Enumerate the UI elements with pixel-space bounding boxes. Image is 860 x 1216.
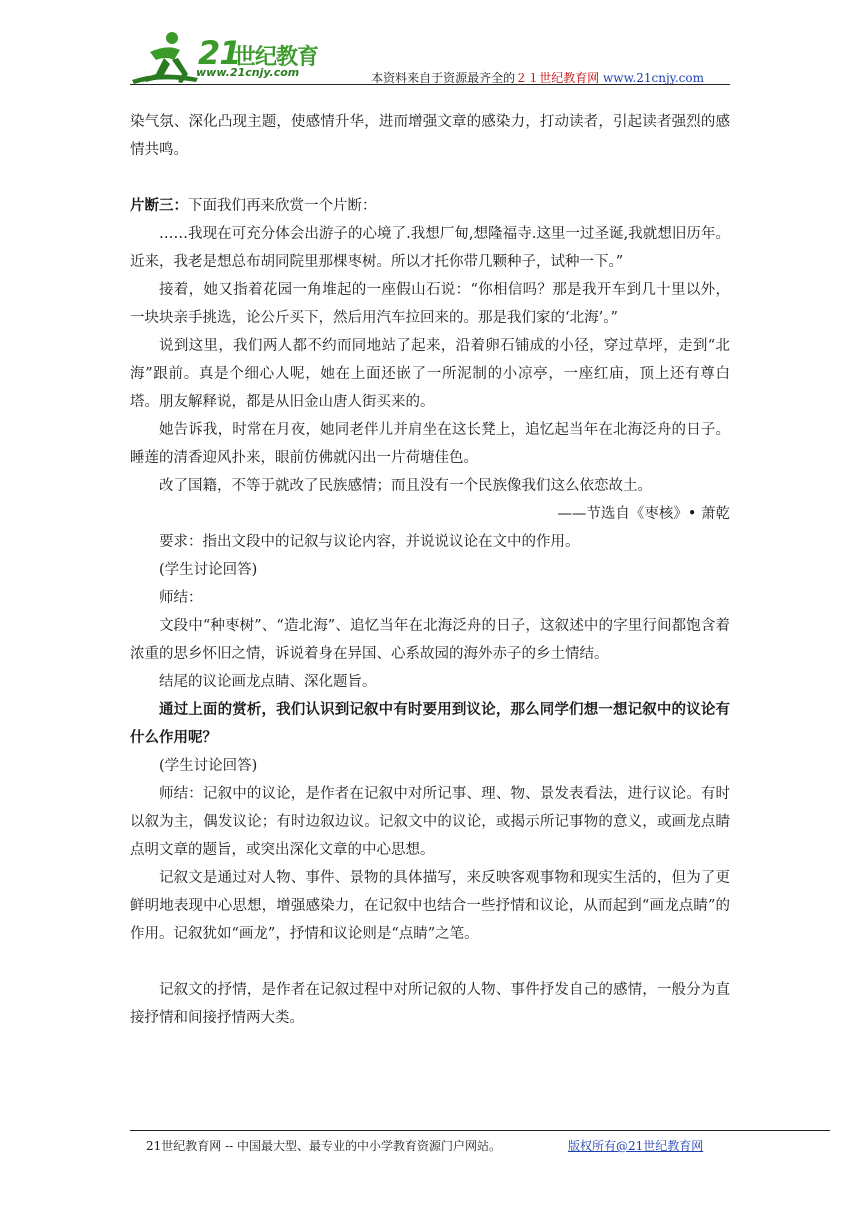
page-header (130, 28, 730, 88)
excerpt-paragraph: 她告诉我，时常在月夜，她同老伴儿并肩坐在这长凳上，追忆起当年在北海泛舟的日子。睡莲的清香迎风扑来，眼前仿佛就闪出一片荷塘佳色。 (130, 422, 730, 466)
excerpt-paragraph: ……我现在可充分体会出游子的心境了.我想厂甸,想隆福寺.这里一过圣诞,我就想旧历年。近来，我老是想总布胡同院里那棵枣树。所以才托你带几颗种子，试种一下。” (130, 226, 730, 270)
logo-text: 世纪教育 (234, 45, 319, 70)
logo-number: 21 (198, 34, 241, 72)
excerpt-paragraph: 改了国籍，不等于就改了民族感情；而且没有一个民族像我们这么依恋故土。 (159, 478, 652, 494)
excerpt-paragraph: 说到这里，我们两人都不约而同地站了起来，沿着卵石铺成的小径，穿过草坪，走到“北海”跟前。真是个细心人呢，她在上面还嵌了一所泥制的小凉亭，一座红庙，顶上还有尊白塔。朋友解释说，都是从旧金山唐人街买来的。 (130, 338, 730, 410)
student-discussion: (学生讨论回答) (159, 758, 258, 774)
section-heading (130, 192, 730, 220)
excerpt-source: ——节选自《枣核》• 萧乾 (557, 506, 730, 522)
footer-text: 21世纪教育网 -- 中国最大型、最专业的中小学教育资源门户网站。 (146, 1139, 502, 1153)
key-question: 通过上面的赏析，我们认识到记叙中有时要用到议论，那么同学们想一想记叙中的议论有什么作用呢？ (130, 701, 730, 746)
excerpt-paragraph: 接着，她又指着花园一角堆起的一座假山石说：“你相信吗？那是我开车到几十里以外，一块块亲手挑选，论公斤买下，然后用汽车拉回来的。那是我们家的‘北海’。” (130, 282, 730, 326)
header-note-prefix: 本资料来自于资源最齐全的 (371, 71, 516, 85)
logo-url: www.21cnjy.com (196, 66, 300, 79)
paragraph: 记叙文的抒情，是作者在记叙过程中对所记叙的人物、事件抒发自己的感情，一般分为直接抒情和间接抒情两大类。 (130, 982, 730, 1026)
spacer (130, 948, 730, 976)
paragraph: 染气氛、深化凸现主题，使感情升华，进而增强文章的感染力，打动读者，引起读者强烈的感情共鸣。 (130, 114, 730, 158)
copyright-link[interactable]: 版权所有@21世纪教育网 (568, 1139, 704, 1153)
header-divider (130, 84, 730, 85)
runner-logo-icon (130, 30, 200, 86)
spacer (130, 164, 730, 192)
section-intro: 下面我们再来欣赏一个片断： (188, 198, 377, 214)
paragraph: 结尾的议论画龙点睛、深化题旨。 (159, 674, 377, 690)
student-discussion: (学生讨论回答) (159, 562, 258, 578)
footer-divider (130, 1130, 830, 1131)
site-logo[interactable] (130, 28, 340, 86)
paragraph: 文段中“种枣树”、“造北海”、追忆当年在北海泛舟的日子，这叙述中的字里行间都饱含着浓重的思乡怀旧之情，诉说着身在异国、心系故园的海外赤子的乡土情结。 (130, 618, 730, 662)
requirement: 要求：指出文段中的记叙与议论内容，并说说议论在文中的作用。 (159, 534, 580, 550)
section-label: 片断三： (130, 197, 188, 214)
header-site-url[interactable]: www.21cnjy.com (603, 71, 704, 85)
paragraph: 师结：记叙中的议论，是作者在记叙中对所记事、理、物、景发表看法，进行议论。有时以叙为主，偶发议论；有时边叙边议。记叙文中的议论，或揭示所记事物的意义，或画龙点睛点明文章的题旨，或突出深化文章的中心思想。 (130, 786, 730, 858)
paragraph: 记叙文是通过对人物、事件、景物的具体描写，来反映客观事物和现实生活的，但为了更鲜明地表现中心思想，增强感染力，在记叙中也结合一些抒情和议论，从而起到“画龙点睛”的作用。记叙犹如“画龙”，抒情和议论则是“点睛”之笔。 (130, 870, 730, 942)
header-site-name[interactable]: ２１世纪教育网 (515, 71, 600, 85)
teacher-summary-label: 师结： (159, 590, 203, 606)
document-body (130, 108, 730, 1032)
